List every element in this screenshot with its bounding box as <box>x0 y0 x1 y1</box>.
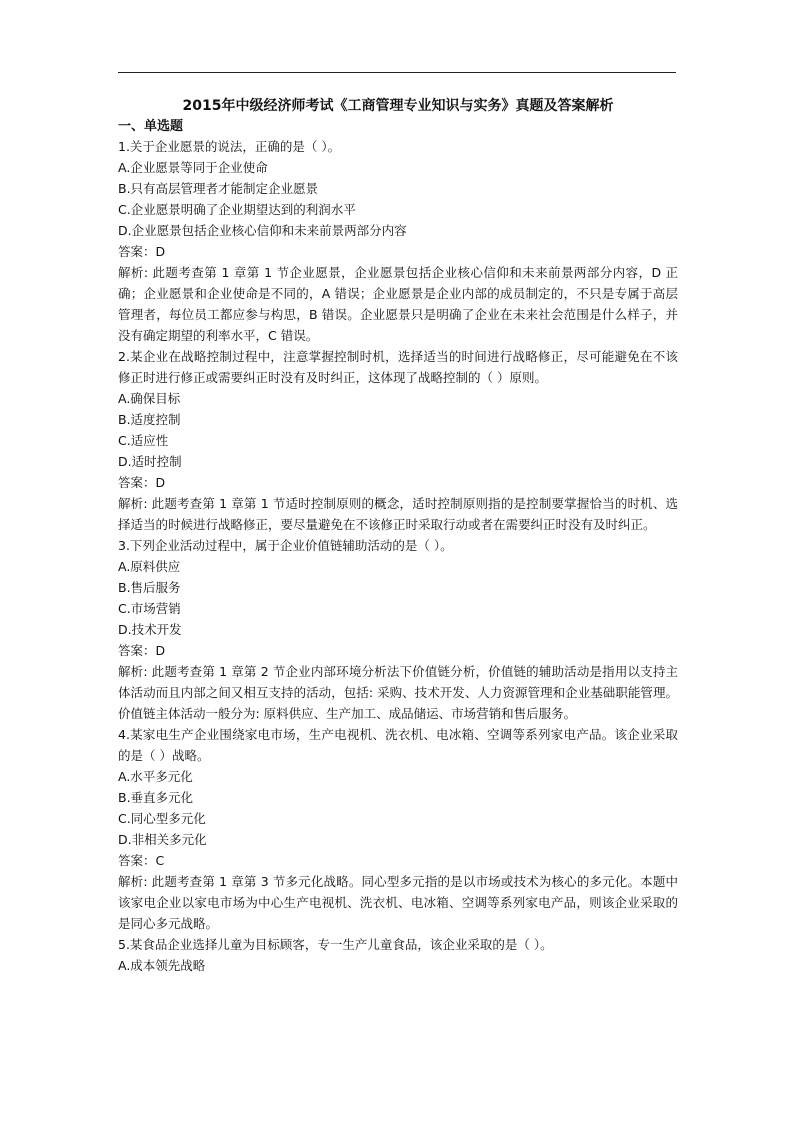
question-2 <box>118 346 678 535</box>
option-c: C.企业愿景明确了企业期望达到的利润水平 <box>118 202 356 217</box>
option-a: A.确保目标 <box>118 391 181 406</box>
option-a: A.原料供应 <box>118 559 181 574</box>
question-5 <box>118 934 678 976</box>
question-1 <box>118 136 678 346</box>
document-body <box>118 95 678 976</box>
option-b: B.只有高层管理者才能制定企业愿景 <box>118 181 319 196</box>
question-stem: 2.某企业在战略控制过程中，注意掌握控制时机，选择适当的时间进行战略修正，尽可能避免在不该修正时进行修正或需要纠正时没有及时纠正，这体现了战略控制的（ ）原则。 <box>118 349 678 385</box>
question-stem: 3.下列企业活动过程中，属于企业价值链辅助活动的是（ ）。 <box>118 538 453 553</box>
option-b: B.垂直多元化 <box>118 790 194 805</box>
answer: 答案：D <box>118 643 166 658</box>
option-c: C.市场营销 <box>118 601 181 616</box>
question-3 <box>118 535 678 724</box>
section-heading: 一、单选题 <box>118 119 184 134</box>
analysis: 解析: 此题考查第 1 章第 2 节企业内部环境分析法下价值链分析，价值链的辅助活动是指用以支持主体活动而且内部之间又相互支持的活动，包括: 采购、技术开发、人力资源管理和企业基础职能管理。价值链主体活动一般分为: 原料供应、生产加工、成品储运、市场营销和售后服务。 <box>118 664 678 721</box>
question-stem: 5.某食品企业选择儿童为目标顾客，专一生产儿童食品，该企业采取的是（ ）。 <box>118 937 553 952</box>
header-rule <box>118 72 676 73</box>
answer: 答案：C <box>118 853 165 868</box>
analysis: 解析: 此题考查第 1 章第 1 节企业愿景，企业愿景包括企业核心信仰和未来前景两部分内容，D 正确；企业愿景和企业使命是不同的，A 错误；企业愿景是企业内部的成员制定的，不只是专属于高层管理者，每位员工都应参与构思，B 错误。企业愿景只是明确了企业在未来社会范围是什么样子，并没有确定期望的利率水平，C 错误。 <box>118 265 678 343</box>
page-title: 2015年中级经济师考试《工商管理专业知识与实务》真题及答案解析 <box>182 98 614 114</box>
option-b: B.售后服务 <box>118 580 181 595</box>
answer: 答案：D <box>118 475 166 490</box>
option-b: B.适度控制 <box>118 412 181 427</box>
question-stem: 4.某家电生产企业围绕家电市场，生产电视机、洗衣机、电冰箱、空调等系列家电产品。该企业采取的是（ ）战略。 <box>118 727 678 763</box>
answer: 答案：D <box>118 244 166 259</box>
option-d: D.非相关多元化 <box>118 832 207 847</box>
question-4 <box>118 724 678 934</box>
option-a: A.水平多元化 <box>118 769 193 784</box>
option-c: C.同心型多元化 <box>118 811 206 826</box>
question-stem: 1.关于企业愿景的说法，正确的是（ ）。 <box>118 139 341 154</box>
option-d: D.企业愿景包括企业核心信仰和未来前景两部分内容 <box>118 223 407 238</box>
analysis: 解析: 此题考查第 1 章第 1 节适时控制原则的概念，适时控制原则指的是控制要掌握恰当的时机、选择适当的时候进行战略修正，要尽量避免在不该修正时采取行动或者在需要纠正时没有及时纠正。 <box>118 496 678 532</box>
option-c: C.适应性 <box>118 433 169 448</box>
analysis: 解析: 此题考查第 1 章第 3 节多元化战略。同心型多元指的是以市场或技术为核心的多元化。本题中该家电企业以家电市场为中心生产电视机、洗衣机、电冰箱、空调等系列家电产品，则该企业采取的是同心多元战略。 <box>118 874 678 931</box>
option-a: A.成本领先战略 <box>118 958 206 973</box>
option-d: D.技术开发 <box>118 622 182 637</box>
option-d: D.适时控制 <box>118 454 182 469</box>
option-a: A.企业愿景等同于企业使命 <box>118 160 268 175</box>
